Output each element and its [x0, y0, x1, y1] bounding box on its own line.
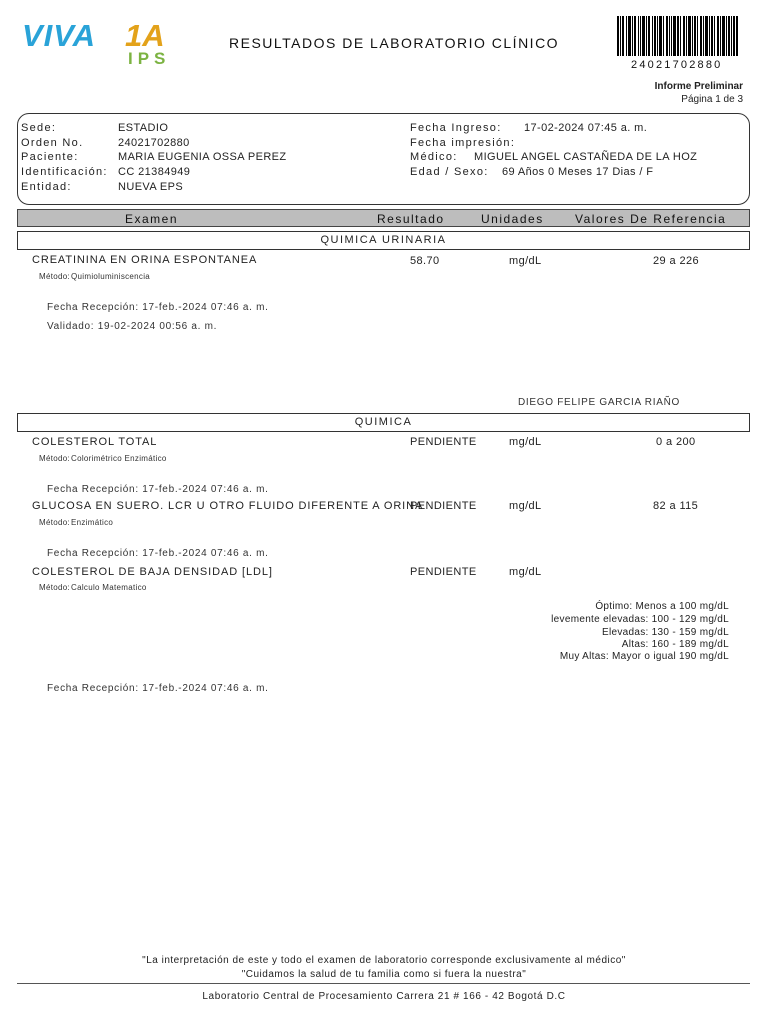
- fecha-recepcion: Fecha Recepción: 17-feb.-2024 07:46 a. m.: [47, 548, 269, 559]
- col-referencia: Valores De Referencia: [575, 212, 727, 226]
- result-value: PENDIENTE: [410, 566, 477, 578]
- fecha-validado: Validado: 19-02-2024 00:56 a. m.: [47, 321, 218, 332]
- validator-name: DIEGO FELIPE GARCIA RIAÑO: [518, 397, 680, 408]
- metodo-value: Colorimétrico Enzimático: [71, 454, 167, 463]
- fecha-ingreso-label: Fecha Ingreso:: [410, 122, 502, 134]
- metodo-value: Calculo Matematico: [71, 583, 147, 592]
- col-unidades: Unidades: [481, 212, 544, 226]
- footer-note: "La interpretación de este y todo el examen de laboratorio corresponde exclusivamente al médico": [142, 955, 626, 966]
- reference-line: Óptimo: Menos a 100 mg/dL: [595, 601, 729, 612]
- edad-label: Edad / Sexo:: [410, 166, 489, 178]
- footer-address: Laboratorio Central de Procesamiento Carrera 21 # 166 - 42 Bogotá D.C: [202, 991, 566, 1002]
- table-header: [17, 209, 750, 227]
- fecha-ingreso-value: 17-02-2024 07:45 a. m.: [524, 122, 648, 134]
- metodo-label: Método:: [39, 518, 71, 527]
- page-info: Página 1 de 3: [681, 94, 743, 105]
- barcode-icon: [617, 16, 738, 56]
- entidad-value: NUEVA EPS: [118, 181, 184, 193]
- exam-name: COLESTEROL TOTAL: [32, 436, 158, 448]
- medico-value: MIGUEL ANGEL CASTAÑEDA DE LA HOZ: [474, 151, 698, 163]
- section-quimica-urinaria: QUIMICA URINARIA: [17, 231, 750, 250]
- units-value: mg/dL: [509, 436, 542, 448]
- fecha-recepcion: Fecha Recepción: 17-feb.-2024 07:46 a. m.: [47, 302, 269, 313]
- medico-label: Médico:: [410, 151, 458, 163]
- metodo-value: Enzimático: [71, 518, 114, 527]
- result-value: PENDIENTE: [410, 500, 477, 512]
- col-examen: Examen: [125, 212, 179, 226]
- orden-label: Orden No.: [21, 137, 84, 149]
- footer-divider: [17, 983, 750, 984]
- barcode-number: 24021702880: [631, 59, 723, 71]
- metodo-label: Método:: [39, 454, 71, 463]
- exam-name: CREATININA EN ORINA ESPONTANEA: [32, 254, 258, 266]
- fecha-impresion-label: Fecha impresión:: [410, 137, 516, 149]
- metodo-label: Método:: [39, 272, 71, 281]
- logo-ips: IPS: [128, 49, 171, 68]
- footer-slogan: "Cuidamos la salud de tu familia como si fuera la nuestra": [241, 969, 527, 980]
- reference-line: Altas: 160 - 189 mg/dL: [621, 639, 729, 650]
- result-value: 58.70: [410, 255, 440, 267]
- report-status: Informe Preliminar: [654, 81, 743, 92]
- reference-value: 29 a 226: [653, 255, 700, 267]
- edad-value: 69 Años 0 Meses 17 Dias / F: [502, 166, 654, 178]
- section-quimica: QUIMICA: [17, 413, 750, 432]
- reference-value: 0 a 200: [656, 436, 696, 448]
- reference-line: levemente elevadas: 100 - 129 mg/dL: [551, 614, 729, 625]
- logo-1a: 1A: [125, 18, 165, 53]
- identificacion-value: CC 21384949: [118, 166, 191, 178]
- logo-viva: VIVA: [22, 18, 97, 53]
- units-value: mg/dL: [509, 566, 542, 578]
- col-resultado: Resultado: [377, 212, 445, 226]
- fecha-recepcion: Fecha Recepción: 17-feb.-2024 07:46 a. m.: [47, 683, 269, 694]
- entidad-label: Entidad:: [21, 181, 72, 193]
- reference-line: Elevadas: 130 - 159 mg/dL: [601, 627, 729, 638]
- units-value: mg/dL: [509, 500, 542, 512]
- sede-label: Sede:: [21, 122, 57, 134]
- document-title: RESULTADOS DE LABORATORIO CLÍNICO: [229, 35, 560, 51]
- metodo-label: Método:: [39, 583, 71, 592]
- orden-value: 24021702880: [118, 137, 190, 149]
- units-value: mg/dL: [509, 255, 542, 267]
- reference-line: Muy Altas: Mayor o igual 190 mg/dL: [559, 651, 729, 662]
- metodo-value: Quimioluminiscencia: [71, 272, 151, 281]
- paciente-label: Paciente:: [21, 151, 79, 163]
- exam-name: GLUCOSA EN SUERO. LCR U OTRO FLUIDO DIFERENTE A ORINA: [32, 500, 424, 512]
- result-value: PENDIENTE: [410, 436, 477, 448]
- fecha-recepcion: Fecha Recepción: 17-feb.-2024 07:46 a. m.: [47, 484, 269, 495]
- sede-value: ESTADIO: [118, 122, 169, 134]
- identificacion-label: Identificación:: [21, 166, 108, 178]
- paciente-value: MARIA EUGENIA OSSA PEREZ: [118, 151, 287, 163]
- reference-value: 82 a 115: [653, 500, 699, 512]
- exam-name: COLESTEROL DE BAJA DENSIDAD [LDL]: [32, 566, 273, 578]
